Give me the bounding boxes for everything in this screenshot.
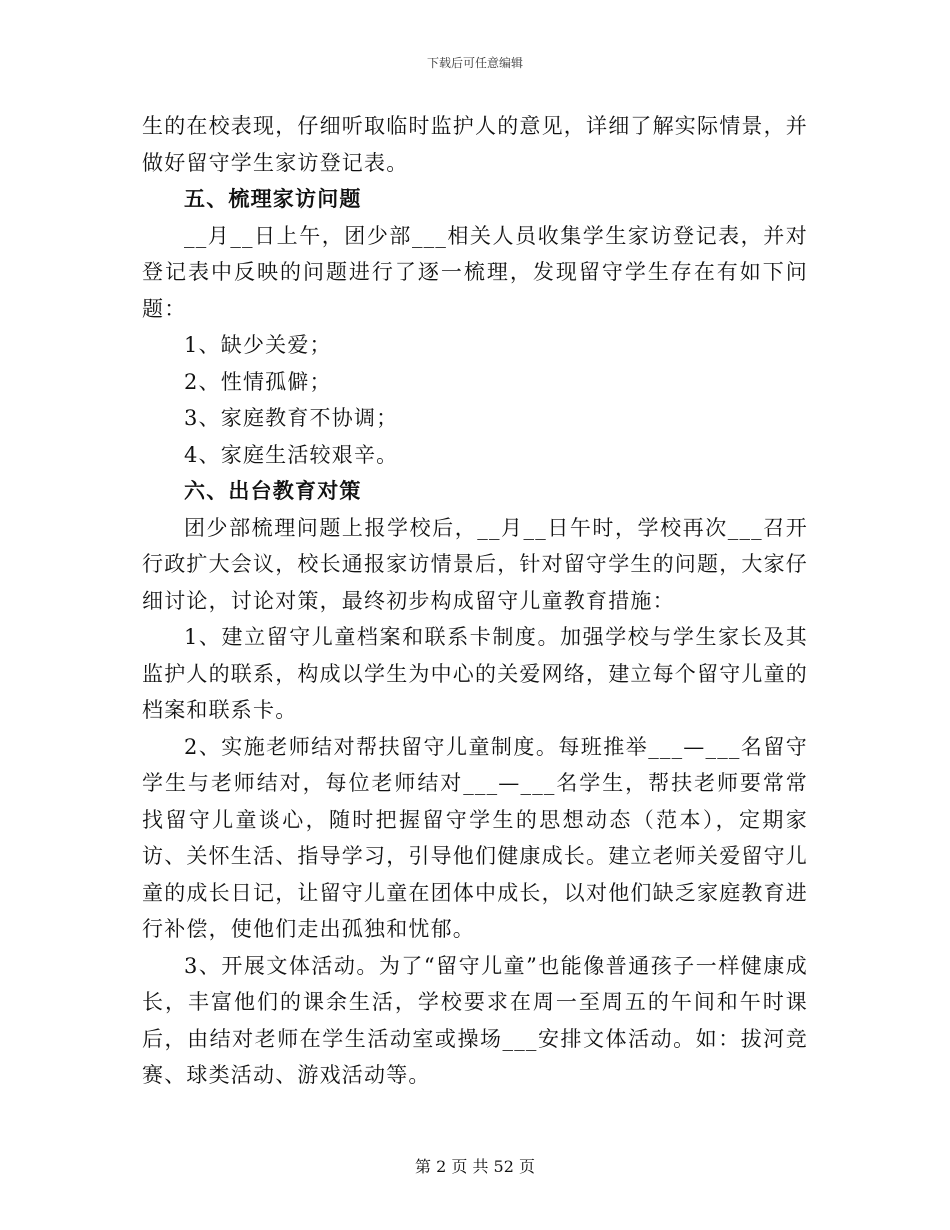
- body-paragraph: 1、建立留守儿童档案和联系卡制度。加强学校与学生家长及其监护人的联系，构成以学生为中心的关爱网络，建立每个留守儿童的档案和联系卡。: [142, 625, 808, 722]
- body-paragraph: __月__日上午，团少部___相关人员收集学生家访登记表，并对登记表中反映的问题进行了逐一梳理，发现留守学生存在有如下问题：: [142, 223, 808, 321]
- list-item: 1、缺少关爱；: [184, 333, 332, 357]
- list-item: 3、家庭教育不协调；: [184, 406, 399, 430]
- page-header-note: 下载后可任意编辑: [426, 56, 523, 70]
- body-paragraph: 3、开展文体活动。为了“留守儿童”也能像普通孩子一样健康成长，丰富他们的课余生活，学校要求在周一至周五的午间和午时课后，由结对老师在学生活动室或操场___安排文体活动。如：拔河竞赛、球类活动、游戏活动等。: [142, 953, 808, 1087]
- body-paragraph: 团少部梳理问题上报学校后，__月__日午时，学校再次___召开行政扩大会议，校长通报家访情景后，针对留守学生的问题，大家仔细讨论，讨论对策，最终初步构成留守儿童教育措施：: [142, 515, 808, 613]
- list-item: 2、性情孤僻；: [184, 369, 332, 394]
- section-heading-6: 六、出台教育对策: [184, 479, 362, 503]
- page-number: 第 2 页 共 52 页: [415, 1157, 535, 1176]
- document-body: [142, 108, 808, 1094]
- list-item: 4、家庭生活较艰辛。: [184, 442, 399, 467]
- body-paragraph: 生的在校表现，仔细听取临时监护人的意见，详细了解实际情景，并做好留守学生家访登记表。: [142, 114, 808, 175]
- section-heading-5: 五、梳理家访问题: [184, 187, 362, 211]
- body-paragraph: 2、实施老师结对帮扶留守儿童制度。每班推举___—___名留守学生与老师结对，每位老师结对___—___名学生，帮扶老师要常常找留守儿童谈心，随时把握留守学生的思想动态（范本），定期家访、关怀生活、指导学习，引导他们健康成长。建立老师关爱留守儿童的成长日记，让留守儿童在团体中成长，以对他们缺乏家庭教育进行补偿，使他们走出孤独和忧郁。: [142, 734, 808, 941]
